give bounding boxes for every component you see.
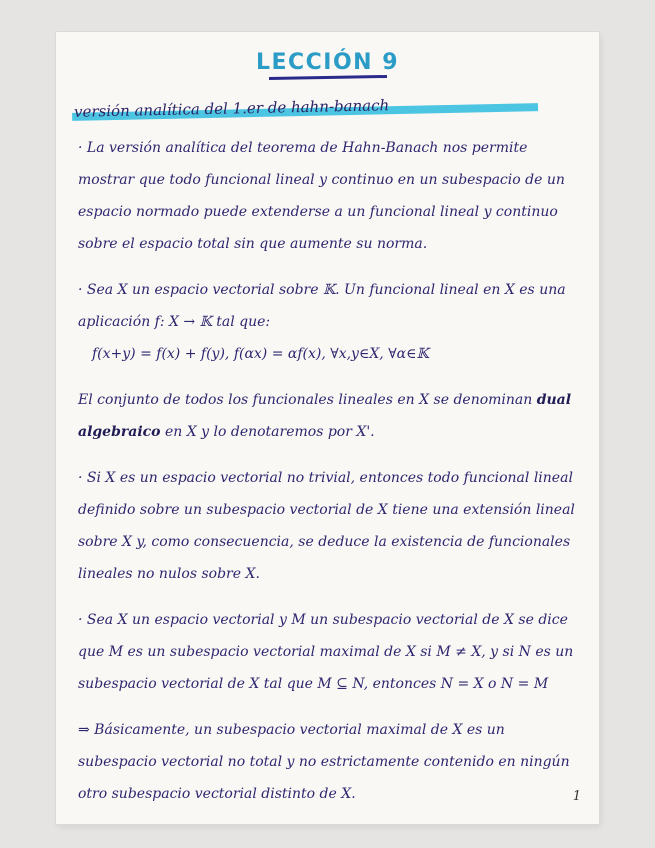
paragraph-maximal-summary: ⇒ Básicamente, un subespacio vectorial maximal de X es un subespacio vectorial no total y no estrictamente contenido en ningún otro subespacio vectorial distinto de X. — [78, 722, 570, 802]
notes-body — [78, 132, 578, 824]
lesson-subtitle — [74, 93, 534, 121]
notebook-page — [56, 32, 599, 824]
subtitle-text: versión analítica del 1.er de hahn-banach — [73, 96, 390, 121]
paragraph-intro: · La versión analítica del teorema de Hahn-Banach nos permite mostrar que todo funcional lineal y continuo en un subespacio de un espacio normado puede extenderse a un funcional lineal y continuo sobre el espacio total sin que aumente su norma. — [78, 140, 565, 252]
dual-text-after: en X y lo denotaremos por X'. — [160, 424, 375, 440]
lesson-title — [56, 50, 599, 79]
page-number: 1 — [572, 789, 581, 804]
paragraph-dual — [78, 384, 578, 448]
dual-text-before: El conjunto de todos los funcionales lineales en X se denominan — [78, 392, 537, 408]
title-underline — [268, 75, 386, 80]
paragraph-maximal-definition: · Sea X un espacio vectorial y M un subespacio vectorial de X se dice que M es un subespacio vectorial maximal de X si M ≠ X, y si N es un subespacio vectorial de X tal que M ⊆ N, entonces N = X o N = M — [78, 612, 574, 692]
paragraph-extension: · Si X es un espacio vectorial no trivial, entonces todo funcional lineal definido sobre un subespacio vectorial de X tiene una extensión lineal sobre X y, como consecuencia, se deduce la existencia de funcionales lineales no nulos sobre X. — [78, 470, 575, 582]
dual-algebraic-term: dual algebraico — [78, 392, 572, 440]
paragraph-definition — [78, 274, 578, 370]
definition-text: · Sea X un espacio vectorial sobre 𝕂. Un funcional lineal en X es una aplicación f: X → 𝕂 tal que: — [78, 282, 566, 330]
linearity-formula: f(x+y) = f(x) + f(y), f(αx) = αf(x), ∀x,y∈X, ∀α∈𝕂 — [92, 346, 429, 362]
lesson-title-text: LECCIÓN 9 — [255, 50, 400, 75]
